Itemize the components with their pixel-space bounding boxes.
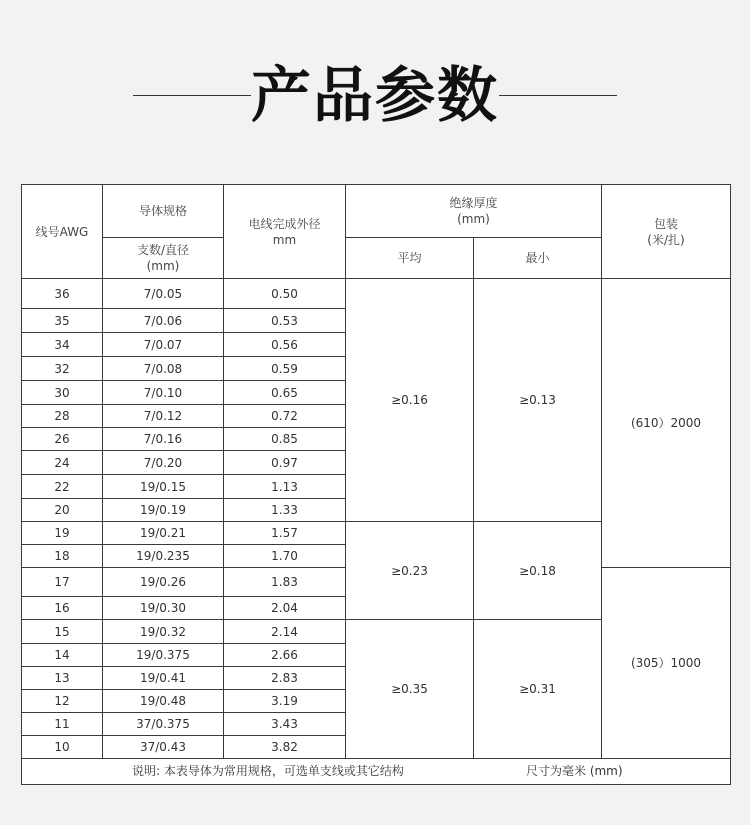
- conductor-cell: 7/0.12: [103, 405, 224, 428]
- conductor-cell: 19/0.19: [103, 499, 224, 522]
- conductor-cell: 19/0.41: [103, 667, 224, 690]
- package-group-1: (610）2000: [602, 279, 731, 568]
- spec-table: [21, 184, 731, 785]
- outer-diameter-cell: 2.66: [224, 644, 346, 667]
- header-package-unit: (米/扎): [647, 232, 685, 247]
- header-package-label: 包装: [654, 216, 679, 231]
- table-row: [22, 279, 731, 309]
- outer-diameter-cell: 3.43: [224, 713, 346, 736]
- outer-diameter-cell: 1.33: [224, 499, 346, 522]
- insulation-avg-group-1: ≥0.16: [346, 279, 474, 522]
- note-cell: [22, 759, 731, 785]
- awg-cell: 20: [22, 499, 103, 522]
- header-insulation-unit: (mm): [457, 212, 490, 226]
- conductor-cell: 7/0.06: [103, 309, 224, 333]
- header-conductor: 导体规格: [103, 185, 224, 238]
- conductor-cell: 19/0.15: [103, 475, 224, 499]
- header-conductor-sub-unit: (mm): [146, 259, 180, 273]
- conductor-cell: 19/0.30: [103, 597, 224, 620]
- awg-cell: 35: [22, 309, 103, 333]
- awg-cell: 13: [22, 667, 103, 690]
- insulation-min-group-3: ≥0.31: [474, 620, 602, 759]
- awg-cell: 17: [22, 568, 103, 597]
- insulation-min-group-2: ≥0.18: [474, 522, 602, 620]
- awg-cell: 24: [22, 451, 103, 475]
- note-row: [22, 759, 731, 785]
- insulation-avg-group-2: ≥0.23: [346, 522, 474, 620]
- header-conductor-sub: [103, 238, 224, 279]
- page-title: 产品参数: [251, 61, 499, 131]
- conductor-cell: 19/0.21: [103, 522, 224, 545]
- conductor-cell: 7/0.08: [103, 357, 224, 381]
- outer-diameter-cell: 1.70: [224, 545, 346, 568]
- awg-cell: 28: [22, 405, 103, 428]
- conductor-cell: 19/0.26: [103, 568, 224, 597]
- package-group-2: (305）1000: [602, 568, 731, 759]
- header-package: [602, 185, 731, 279]
- header-conductor-sub-label: 支数/直径: [136, 243, 190, 257]
- outer-diameter-cell: 0.65: [224, 381, 346, 405]
- header-outer-diameter: [224, 185, 346, 279]
- awg-cell: 19: [22, 522, 103, 545]
- outer-diameter-cell: 2.83: [224, 667, 346, 690]
- conductor-cell: 7/0.05: [103, 279, 224, 309]
- conductor-cell: 19/0.32: [103, 620, 224, 644]
- conductor-cell: 7/0.20: [103, 451, 224, 475]
- awg-cell: 36: [22, 279, 103, 309]
- outer-diameter-cell: 1.57: [224, 522, 346, 545]
- awg-cell: 26: [22, 428, 103, 451]
- conductor-cell: 19/0.375: [103, 644, 224, 667]
- outer-diameter-cell: 0.59: [224, 357, 346, 381]
- outer-diameter-cell: 1.83: [224, 568, 346, 597]
- note-text: 说明: 本表导体为常用规格，可选单支线或其它结构: [132, 764, 404, 778]
- header-insulation-label: 绝缘厚度: [449, 196, 498, 210]
- conductor-cell: 19/0.48: [103, 690, 224, 713]
- outer-diameter-cell: 0.97: [224, 451, 346, 475]
- title-section: [0, 58, 750, 138]
- conductor-cell: 7/0.10: [103, 381, 224, 405]
- awg-cell: 22: [22, 475, 103, 499]
- awg-cell: 18: [22, 545, 103, 568]
- conductor-cell: 19/0.235: [103, 545, 224, 568]
- awg-cell: 14: [22, 644, 103, 667]
- header-insulation-avg: 平均: [346, 238, 474, 279]
- unit-note: 尺寸为毫米 (mm): [526, 764, 623, 778]
- outer-diameter-cell: 0.56: [224, 333, 346, 357]
- insulation-avg-group-3: ≥0.35: [346, 620, 474, 759]
- outer-diameter-cell: 2.04: [224, 597, 346, 620]
- conductor-cell: 37/0.43: [103, 736, 224, 759]
- conductor-cell: 7/0.16: [103, 428, 224, 451]
- awg-cell: 32: [22, 357, 103, 381]
- outer-diameter-cell: 0.85: [224, 428, 346, 451]
- outer-diameter-cell: 2.14: [224, 620, 346, 644]
- awg-cell: 16: [22, 597, 103, 620]
- outer-diameter-cell: 0.72: [224, 405, 346, 428]
- header-insulation-min: 最小: [474, 238, 602, 279]
- outer-diameter-cell: 0.50: [224, 279, 346, 309]
- awg-cell: 12: [22, 690, 103, 713]
- outer-diameter-cell: 3.82: [224, 736, 346, 759]
- awg-cell: 10: [22, 736, 103, 759]
- awg-cell: 34: [22, 333, 103, 357]
- awg-cell: 30: [22, 381, 103, 405]
- header-insulation: [346, 185, 602, 238]
- header-outer-diameter-label: 电线完成外径: [248, 216, 321, 231]
- header-awg: 线号AWG: [22, 185, 103, 279]
- insulation-min-group-1: ≥0.13: [474, 279, 602, 522]
- title-rule-right: [499, 95, 617, 96]
- outer-diameter-cell: 3.19: [224, 690, 346, 713]
- header-outer-diameter-unit: mm: [272, 232, 297, 247]
- conductor-cell: 37/0.375: [103, 713, 224, 736]
- conductor-cell: 7/0.07: [103, 333, 224, 357]
- awg-cell: 15: [22, 620, 103, 644]
- awg-cell: 11: [22, 713, 103, 736]
- outer-diameter-cell: 1.13: [224, 475, 346, 499]
- outer-diameter-cell: 0.53: [224, 309, 346, 333]
